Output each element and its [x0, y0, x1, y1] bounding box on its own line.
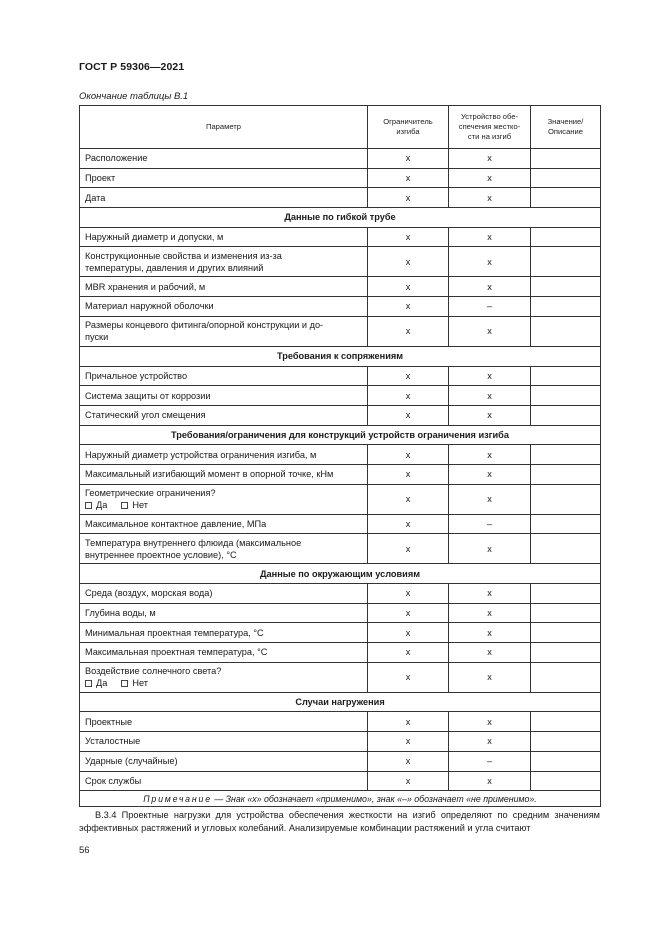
checkbox-icon — [121, 680, 128, 687]
option-checkbox — [121, 678, 148, 688]
parameter-cell — [80, 623, 368, 643]
parameter-text: Размеры концевого фитинга/опорной конструкции и до- — [85, 320, 324, 331]
parameter-text: Проектные — [85, 716, 133, 727]
value-cell — [531, 316, 601, 346]
table-row — [80, 149, 601, 169]
parameter-text: Максимальное контактное давление, МПа — [85, 518, 267, 529]
parameter-text: Максимальный изгибающий момент в опорной точке, кНм — [85, 469, 334, 480]
bend-stiffener-cell: x — [449, 445, 531, 465]
value-cell — [531, 712, 601, 732]
parameter-cell — [80, 732, 368, 752]
parameter-cell — [80, 584, 368, 604]
parameter-cell — [80, 662, 368, 692]
table-section-row — [80, 692, 601, 712]
standard-number: ГОСТ Р 59306—2021 — [79, 61, 185, 73]
bend-restrictor-cell: x — [368, 771, 449, 791]
parameter-cell — [80, 712, 368, 732]
table-row — [80, 247, 601, 277]
bend-restrictor-cell: x — [368, 405, 449, 425]
bend-stiffener-cell: x — [449, 732, 531, 752]
value-cell — [531, 247, 601, 277]
table-row — [80, 227, 601, 247]
bend-stiffener-cell: x — [449, 623, 531, 643]
bend-restrictor-cell: x — [368, 662, 449, 692]
value-cell — [531, 751, 601, 771]
table-row — [80, 732, 601, 752]
bend-stiffener-cell: x — [449, 247, 531, 277]
bend-restrictor-cell: x — [368, 149, 449, 169]
table-row — [80, 643, 601, 663]
parameter-cell — [80, 534, 368, 564]
parameter-cell — [80, 751, 368, 771]
bend-restrictor-cell: x — [368, 168, 449, 188]
table-row — [80, 405, 601, 425]
table-section-row — [80, 425, 601, 445]
bend-restrictor-cell: x — [368, 445, 449, 465]
parameter-text: пуски — [85, 332, 109, 343]
parameter-cell — [80, 405, 368, 425]
value-cell — [531, 227, 601, 247]
table-row — [80, 514, 601, 534]
value-cell — [531, 464, 601, 484]
parameter-text: Причальное устройство — [85, 370, 188, 381]
table-row — [80, 603, 601, 623]
value-cell — [531, 534, 601, 564]
column-header-bend-restrictor: Ограничитель изгиба — [368, 106, 449, 149]
value-cell — [531, 277, 601, 297]
bend-stiffener-cell: x — [449, 405, 531, 425]
parameter-text: Наружный диаметр устройства ограничения изгиба, м — [85, 449, 317, 460]
bend-stiffener-cell: x — [449, 227, 531, 247]
table-section-row — [80, 208, 601, 228]
bend-restrictor-cell: x — [368, 514, 449, 534]
bend-restrictor-cell: x — [368, 623, 449, 643]
parameter-text: Среда (воздух, морская вода) — [85, 588, 213, 599]
section-title: Требования к сопряжениям — [80, 346, 601, 366]
table-note-row — [80, 791, 601, 807]
parameter-cell — [80, 514, 368, 534]
table-row — [80, 188, 601, 208]
option-label: Нет — [132, 678, 148, 689]
checkbox-icon — [85, 502, 92, 509]
bend-stiffener-cell: x — [449, 771, 531, 791]
value-cell — [531, 405, 601, 425]
bend-restrictor-cell: x — [368, 643, 449, 663]
value-cell — [531, 643, 601, 663]
section-title: Требования/ограничения для конструкций устройств ограничения изгиба — [80, 425, 601, 445]
parameter-text: Воздействие солнечного света? — [85, 666, 222, 677]
parameter-cell — [80, 277, 368, 297]
bend-stiffener-cell: x — [449, 662, 531, 692]
bend-stiffener-cell: x — [449, 188, 531, 208]
section-title: Данные по окружающим условиям — [80, 564, 601, 584]
table-row — [80, 534, 601, 564]
value-cell — [531, 168, 601, 188]
bend-stiffener-cell: x — [449, 366, 531, 386]
value-cell — [531, 732, 601, 752]
table-row — [80, 168, 601, 188]
parameter-text: Дата — [85, 192, 106, 203]
value-cell — [531, 297, 601, 317]
bend-restrictor-cell: x — [368, 297, 449, 317]
section-title: Данные по гибкой трубе — [80, 208, 601, 228]
table-row — [80, 662, 601, 692]
checkbox-icon — [121, 502, 128, 509]
value-cell — [531, 366, 601, 386]
table-row — [80, 464, 601, 484]
option-line — [85, 499, 362, 511]
bend-restrictor-cell: x — [368, 247, 449, 277]
parameter-text: Ударные (случайные) — [85, 756, 178, 767]
parameter-cell — [80, 227, 368, 247]
option-label: Да — [96, 500, 108, 511]
page-number: 56 — [79, 845, 90, 856]
parameter-text: Наружный диаметр и допуски, м — [85, 232, 224, 243]
table-row — [80, 366, 601, 386]
table-header-row — [80, 106, 601, 149]
table-section-row — [80, 564, 601, 584]
parameter-text: Материал наружной оболочки — [85, 301, 214, 312]
value-cell — [531, 623, 601, 643]
bend-stiffener-cell: – — [449, 751, 531, 771]
bend-restrictor-cell: x — [368, 484, 449, 514]
table-row — [80, 316, 601, 346]
bend-restrictor-cell: x — [368, 464, 449, 484]
bend-stiffener-cell: x — [449, 584, 531, 604]
table-body — [80, 149, 601, 791]
note-label: Примечание — [143, 793, 212, 804]
value-cell — [531, 771, 601, 791]
parameter-cell — [80, 297, 368, 317]
parameter-cell — [80, 386, 368, 406]
bend-stiffener-cell: x — [449, 316, 531, 346]
note-text: — Знак «x» обозначает «применимо», знак «–» обозначает «не применимо». — [211, 793, 537, 804]
option-label: Да — [96, 678, 108, 689]
bend-stiffener-cell: x — [449, 168, 531, 188]
body-paragraph: В.3.4 Проектные нагрузки для устройства обеспечения жесткости на изгиб определяют по средним значениям эффективных растяжений и угловых колебаний. Анализируемые комбинации растяжений и угла считают — [79, 810, 600, 833]
table-row — [80, 297, 601, 317]
table-row — [80, 771, 601, 791]
column-header-value: Значение/ Описание — [531, 106, 601, 149]
parameter-text: Усталостные — [85, 736, 141, 747]
value-cell — [531, 188, 601, 208]
bend-stiffener-cell: x — [449, 464, 531, 484]
parameter-cell — [80, 445, 368, 465]
bend-stiffener-cell: – — [449, 514, 531, 534]
option-checkbox — [85, 678, 107, 688]
parameter-cell — [80, 643, 368, 663]
bend-restrictor-cell: x — [368, 277, 449, 297]
parameter-text: Статический угол смещения — [85, 410, 206, 421]
bend-stiffener-cell: x — [449, 712, 531, 732]
parameter-text: Система защиты от коррозии — [85, 390, 211, 401]
bend-restrictor-cell: x — [368, 386, 449, 406]
bend-stiffener-cell: x — [449, 277, 531, 297]
bend-stiffener-cell: x — [449, 149, 531, 169]
parameter-text: Глубина воды, м — [85, 608, 156, 619]
table-row — [80, 584, 601, 604]
parameter-cell — [80, 464, 368, 484]
bend-stiffener-cell: x — [449, 484, 531, 514]
value-cell — [531, 514, 601, 534]
table-row — [80, 445, 601, 465]
bend-restrictor-cell: x — [368, 732, 449, 752]
bend-restrictor-cell: x — [368, 584, 449, 604]
bend-restrictor-cell: x — [368, 227, 449, 247]
bend-restrictor-cell: x — [368, 603, 449, 623]
bend-stiffener-cell: x — [449, 603, 531, 623]
table-row — [80, 623, 601, 643]
column-header-bend-stiffener: Устройство обе- спечения жестко- сти на изгиб — [449, 106, 531, 149]
column-header-parameter: Параметр — [80, 106, 368, 149]
bend-restrictor-cell: x — [368, 534, 449, 564]
parameter-cell — [80, 247, 368, 277]
table-row — [80, 386, 601, 406]
table-section-row — [80, 346, 601, 366]
bend-restrictor-cell: x — [368, 316, 449, 346]
parameter-text: внутреннее проектное условие), °C — [85, 549, 237, 560]
parameter-text: Температура внутреннего флюида (максимальное — [85, 537, 302, 548]
parameter-cell — [80, 149, 368, 169]
bend-restrictor-cell: x — [368, 366, 449, 386]
bend-stiffener-cell: x — [449, 643, 531, 663]
value-cell — [531, 484, 601, 514]
parameters-table — [79, 105, 601, 807]
value-cell — [531, 445, 601, 465]
parameter-text: MBR хранения и рабочий, м — [85, 281, 206, 292]
parameter-cell — [80, 603, 368, 623]
table-row — [80, 484, 601, 514]
parameter-text: Минимальная проектная температура, °C — [85, 627, 264, 638]
option-label: Нет — [132, 500, 148, 511]
parameter-text: Максимальная проектная температура, °C — [85, 647, 268, 658]
value-cell — [531, 149, 601, 169]
parameter-text: Конструкционные свойства и изменения из-за — [85, 250, 282, 261]
parameter-cell — [80, 316, 368, 346]
bend-stiffener-cell: – — [449, 297, 531, 317]
parameter-cell — [80, 771, 368, 791]
option-line — [85, 677, 362, 689]
parameter-text: Геометрические ограничения? — [85, 488, 216, 499]
checkbox-icon — [85, 680, 92, 687]
table-row — [80, 277, 601, 297]
parameter-text: температуры, давления и других влияний — [85, 262, 264, 273]
parameter-text: Расположение — [85, 153, 148, 164]
parameter-text: Срок службы — [85, 775, 142, 786]
option-checkbox — [85, 500, 107, 510]
section-title: Случаи нагружения — [80, 692, 601, 712]
table-row — [80, 712, 601, 732]
bend-stiffener-cell: x — [449, 534, 531, 564]
parameter-text: Проект — [85, 173, 116, 184]
value-cell — [531, 584, 601, 604]
option-checkbox — [121, 500, 148, 510]
bend-restrictor-cell: x — [368, 712, 449, 732]
value-cell — [531, 662, 601, 692]
bend-stiffener-cell: x — [449, 386, 531, 406]
table-note — [80, 791, 601, 807]
table-caption: Окончание таблицы В.1 — [79, 91, 189, 102]
bend-restrictor-cell: x — [368, 751, 449, 771]
value-cell — [531, 603, 601, 623]
parameter-cell — [80, 366, 368, 386]
value-cell — [531, 386, 601, 406]
table-row — [80, 751, 601, 771]
bend-restrictor-cell: x — [368, 188, 449, 208]
parameter-cell — [80, 168, 368, 188]
parameter-cell — [80, 188, 368, 208]
parameter-cell — [80, 484, 368, 514]
